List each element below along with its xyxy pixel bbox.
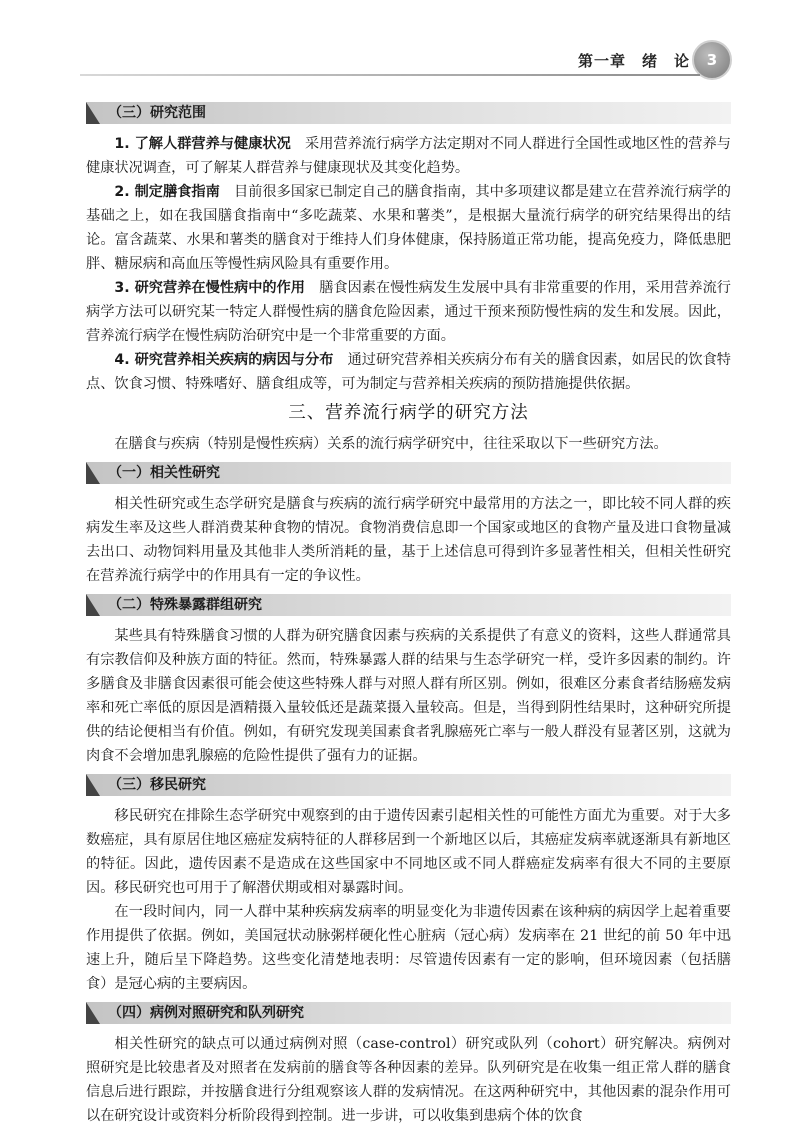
section-heading-label: （一）相关性研究	[108, 465, 220, 481]
chapter-section-title: 三、营养流行病学的研究方法	[288, 403, 529, 423]
body-paragraph: 某些具有特殊膳食习惯的人群为研究膳食因素与疾病的关系提供了有意义的资料，这些人群通常具有宗教信仰及种族方面的特征。然而，特殊暴露人群的结果与生态学研究一样，受许多因素的制约。许多膳食及非膳食因素很可能会使这些特殊人群与对照人群有所区别。例如，很难区分素食者结肠癌发病率和死亡率低的原因是酒精摄入量较低还是蔬菜摄入量较高。但是，当得到阴性结果时，这种研究所提供的结论便相当有价值。例如，有研究发现美国素食者乳腺癌死亡率与一般人群没有显著区别，这就为肉食不会增加患乳腺癌的危险性提供了强有力的证据。	[86, 628, 731, 764]
section-heading-label: （二）特殊暴露群组研究	[108, 597, 262, 613]
item-lead-title: 3. 研究营养在慢性病中的作用	[114, 280, 305, 296]
body-paragraph: 在膳食与疾病（特别是慢性疾病）关系的流行病学研究中，往往采取以下一些研究方法。	[114, 436, 668, 452]
numbered-paragraph	[86, 276, 731, 348]
item-body-text: 膳食因素在慢性病发生发展中具有非常重要的作用，采用营养流行病学方法可以研究某一特定人群慢性病的膳食危险因素，通过干预来预防慢性病的发生和发展。因此，营养流行病学在慢性病防治研究中是一个非常重要的方面。	[86, 280, 731, 344]
item-lead-title: 4. 研究营养相关疾病的病因与分布	[114, 352, 334, 368]
item-body-text: 目前很多国家已制定自己的膳食指南，其中多项建议都是建立在营养流行病学的基础之上，如在我国膳食指南中“多吃蔬菜、水果和薯类”，是根据大量流行病学的研究结果得出的结论。富含蔬菜、水果和薯类的膳食对于维持人们身体健康，保持肠道正常功能，提高免疫力，降低患肥胖、糖尿病和高血压等慢性病风险具有重要作用。	[86, 184, 731, 272]
item-body-text: 通过研究营养相关疾病分布有关的膳食因素，如居民的饮食特点、饮食习惯、特殊嗜好、膳食组成等，可为制定与营养相关疾病的预防措施提供依据。	[86, 352, 731, 392]
body-paragraph: 移民研究在排除生态学研究中观察到的由于遗传因素引起相关性的可能性方面尤为重要。对于大多数癌症，具有原居住地区癌症发病特征的人群移居到一个新地区以后，其癌症发病率就逐渐具有新地区的特征。因此，遗传因素不是造成在这些国家中不同地区或不同人群癌症发病率有很大不同的主要原因。移民研究也可用于了解潜伏期或相对暴露时间。	[86, 808, 731, 896]
numbered-paragraph	[86, 180, 731, 276]
item-body-text: 采用营养流行病学方法定期对不同人群进行全国性或地区性的营养与健康状况调查，可了解某人群营养与健康现状及其变化趋势。	[86, 136, 731, 176]
body-paragraph: 相关性研究或生态学研究是膳食与疾病的流行病学研究中最常用的方法之一，即比较不同人群的疾病发生率及这些人群消费某种食物的情况。食物消费信息即一个国家或地区的食物产量及进口食物量减去出口、动物饲料用量及其他非人类所消耗的量，基于上述信息可得到许多显著性相关，但相关性研究在营养流行病学中的作用具有一定的争议性。	[86, 496, 731, 584]
body-paragraph: 相关性研究的缺点可以通过病例对照（case-control）研究或队列（cohort）研究解决。病例对照研究是比较患者及对照者在发病前的膳食等各种因素的差异。队列研究是在收集一组正常人群的膳食信息后进行跟踪，并按膳食进行分组观察该人群的发病情况。在这两种研究中，其他因素的混杂作用可以在研究设计或资料分析阶段得到控制。进一步讲，可以收集到患病个体的饮食	[86, 1036, 731, 1124]
body-paragraph: 在一段时间内，同一人群中某种疾病发病率的明显变化为非遗传因素在该种病的病因学上起着重要作用提供了依据。例如，美国冠状动脉粥样硬化性心脏病（冠心病）发病率在 21 世纪的前 50 年中迅速上升，随后呈下降趋势。这些变化清楚地表明：尽管遗传因素有一定的影响，但环境因素（包括膳食）是冠心病的主要病因。	[86, 904, 731, 992]
section-heading-bar	[86, 462, 731, 484]
running-header: 第一章 绪 论	[577, 52, 690, 70]
section-heading-label: （三）研究范围	[108, 105, 206, 121]
section-heading-label: （三）移民研究	[108, 777, 206, 793]
item-lead-title: 1. 了解人群营养与健康状况	[114, 136, 291, 152]
section-heading-bar	[86, 1002, 731, 1024]
section-heading-bar	[86, 102, 731, 124]
section-heading-label: （四）病例对照研究和队列研究	[108, 1005, 304, 1021]
item-lead-title: 2. 制定膳食指南	[114, 184, 220, 200]
header-rule	[80, 74, 700, 76]
heading-triangle-marker	[86, 102, 100, 124]
page-number-badge: 3	[692, 40, 732, 80]
heading-triangle-marker	[86, 462, 100, 484]
numbered-paragraph	[86, 132, 731, 180]
section-heading-bar	[86, 774, 731, 796]
heading-triangle-marker	[86, 594, 100, 616]
heading-triangle-marker	[86, 1002, 100, 1024]
numbered-paragraph	[86, 348, 731, 396]
section-heading-bar	[86, 594, 731, 616]
heading-triangle-marker	[86, 774, 100, 796]
page-body	[86, 96, 731, 1128]
